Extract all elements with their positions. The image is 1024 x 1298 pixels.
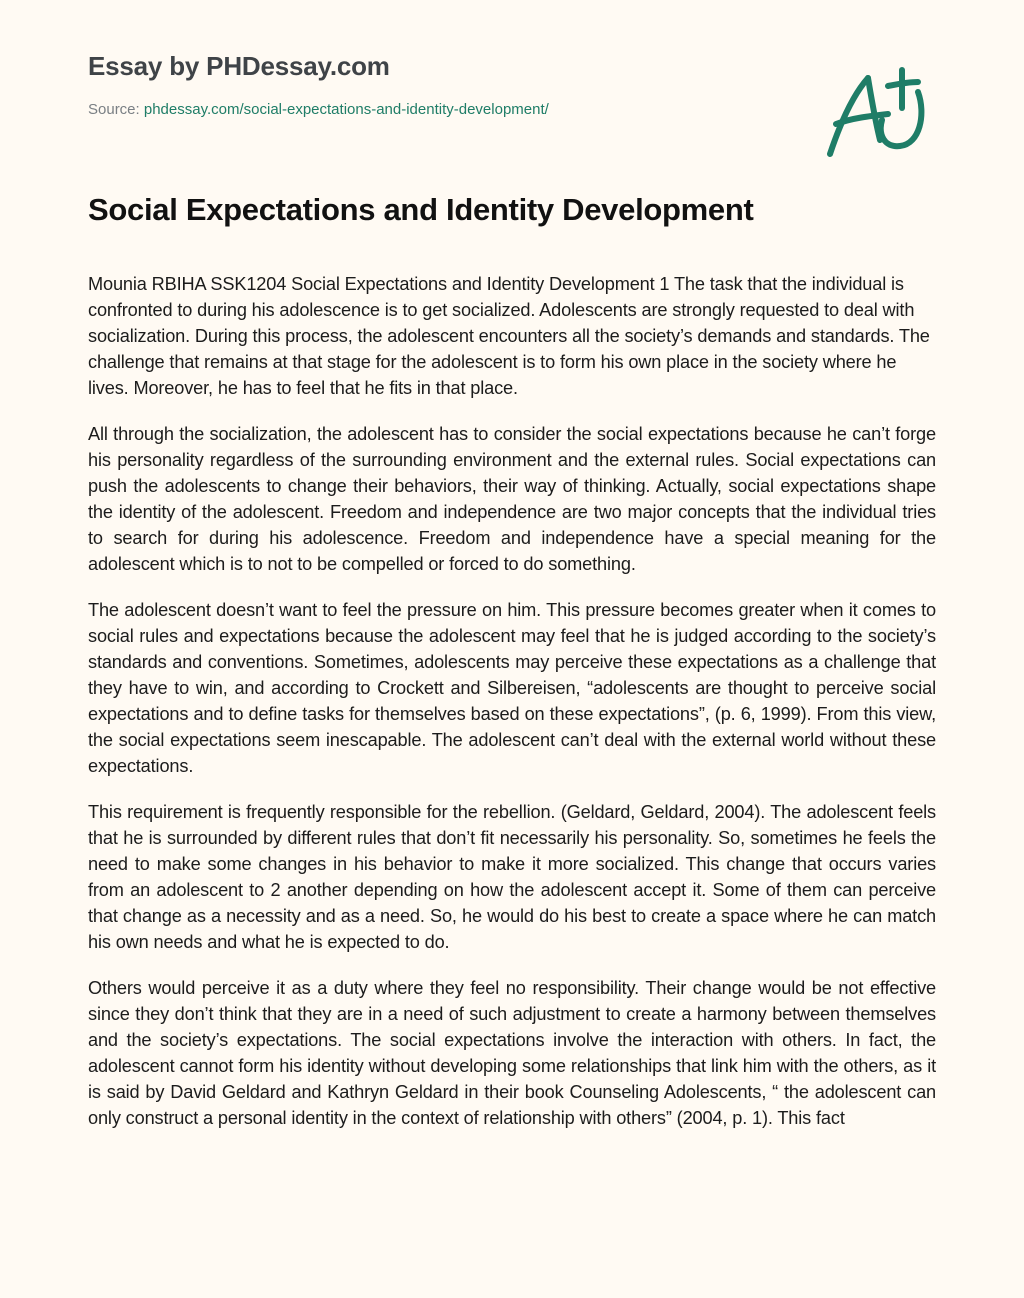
page-title: Social Expectations and Identity Development — [88, 192, 754, 227]
essay-paragraph: This requirement is frequently responsible for the rebellion. (Geldard, Geldard, 2004). The adolescent feels that he is surrounded by different rules that don’t fit necessarily his personality. So, sometimes he feels the need to make some changes in his behavior to make it more socialized. This change that occurs varies from an adolescent to 2 another depending on how the adolescent accept it. Some of them can perceive that change as a necessity and as a need. So, he would do his best to create a space where he can match his own needs and what he is expected to do. — [88, 802, 936, 952]
essay-paragraph: All through the socialization, the adolescent has to consider the social expectations because he can’t forge his personality regardless of the surrounding environment and the external rules. Social expectations can push the adolescents to change their behaviors, their way of thinking. Actually, social expectations shape the identity of the adolescent. Freedom and independence are two major concepts that the individual tries to search for during his adolescence. Freedom and independence have a special meaning for the adolescent which is to not to be compelled or forced to do something. — [88, 424, 936, 574]
site-title: Essay by PHDessay.com — [88, 51, 390, 81]
site-header — [88, 50, 936, 120]
essay-paragraph: Mounia RBIHA SSK1204 Social Expectations and Identity Development 1 The task that the individual is confronted to during his adolescence is to get socialized. Adolescents are strongly requested to deal with socialization. During this process, the adolescent encounters all the society’s demands and standards. The challenge that remains at that stage for the adolescent is to form his own place in the society where he lives. Moreover, he has to feel that he fits in that place. — [88, 274, 930, 398]
essay-paragraph: The adolescent doesn’t want to feel the pressure on him. This pressure becomes greater when it comes to social rules and expectations because the adolescent may feel that he is judged according to the society’s standards and conventions. Sometimes, adolescents may perceive these expectations as a challenge that they have to win, and according to Crockett and Silbereisen, “adolescents are thought to perceive social expectations and to define tasks for themselves based on these expectations”, (p. 6, 1999). From this view, the social expectations seem inescapable. The adolescent can’t deal with the external world without these expectations. — [88, 600, 936, 776]
source-label: Source: — [88, 101, 144, 118]
source-link[interactable]: phdessay.com/social-expectations-and-identity-development/ — [143, 101, 549, 118]
source-line — [88, 100, 936, 120]
essay-paragraph: Others would perceive it as a duty where they feel no responsibility. Their change would be not effective since they don’t think that they are in a need of such adjustment to create a harmony between themselves and the society’s expectations. The social expectations involve the interaction with others. In fact, the adolescent cannot form his identity without developing some relationships that link him with the others, as it is said by David Geldard and Kathryn Geldard in their book Counseling Adolescents, “ the adolescent can only construct a personal identity in the context of relationship with others” (2004, p. 1). This fact — [88, 978, 936, 1128]
a-plus-grade-icon — [822, 62, 932, 162]
essay-body — [88, 271, 936, 1252]
